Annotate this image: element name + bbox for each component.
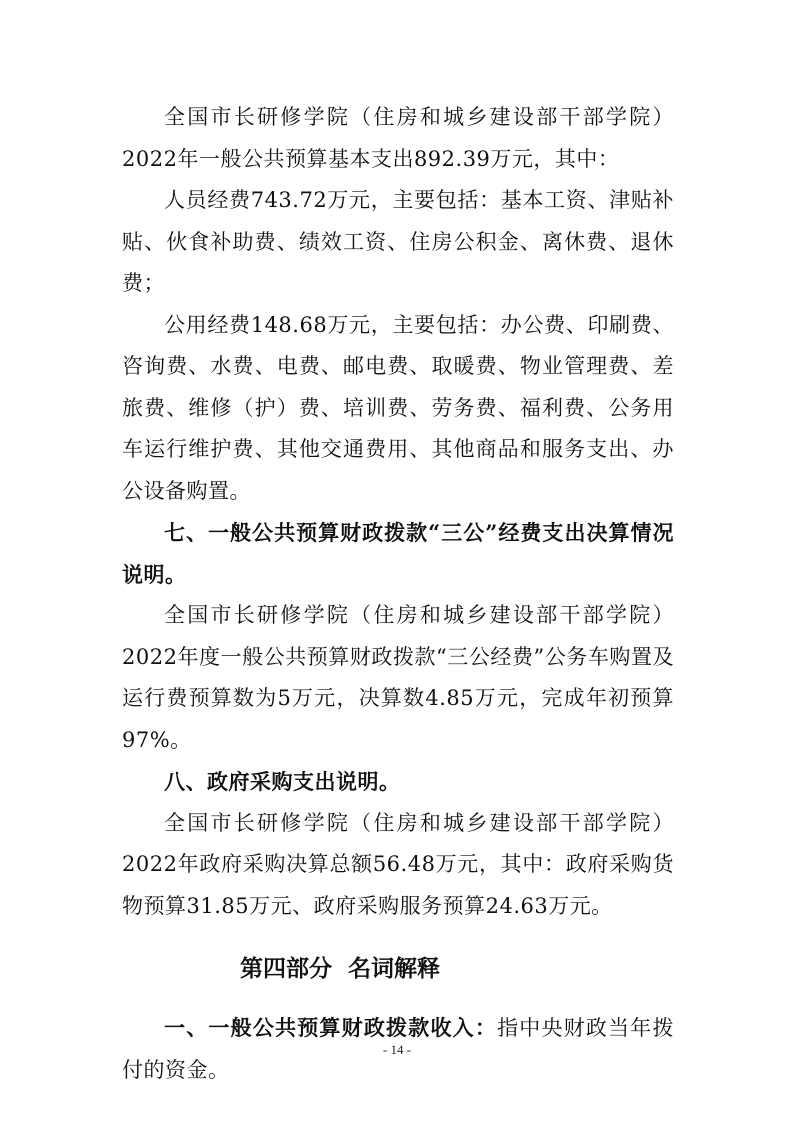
definition-text: 指中央财政当年拨付的资金。 xyxy=(122,1016,675,1082)
paragraph-government-procurement: 全国市长研修学院（住房和城乡建设部干部学院）2022年政府采购决算总额56.48万元，其中：政府采购货物预算31.85万元、政府采购服务预算24.63万元。 xyxy=(122,810,674,918)
section-title: 第四部分 名词解释 xyxy=(240,956,441,982)
paragraph-three-public-expenses: 全国市长研修学院（住房和城乡建设部干部学院）2022年度一般公共预算财政拨款“三公经费”公务车购置及运行费预算数为5万元，决算数4.85万元，完成年初预算97%。 xyxy=(122,603,674,752)
paragraph-public-expenses: 公用经费148.68万元，主要包括：办公费、印刷费、咨询费、水费、电费、邮电费、取暖费、物业管理费、差旅费、维修（护）费、培训费、劳务费、福利费、公务用车运行维护费、其他交通费用、其他商品和服务支出、办公设备购置。 xyxy=(122,312,674,503)
page-number: - 14 - xyxy=(382,1042,412,1057)
heading-three-public-expenses: 七、一般公共预算财政拨款“三公”经费支出决算情况说明。 xyxy=(122,520,674,587)
paragraph-basic-expenditure: 全国市长研修学院（住房和城乡建设部干部学院）2022年一般公共预算基本支出892.39万元，其中： xyxy=(122,105,674,171)
definition-term: 一、一般公共预算财政拨款收入： xyxy=(164,1015,498,1040)
document-body xyxy=(122,97,674,1091)
paragraph-personnel-expenses: 人员经费743.72万元，主要包括：基本工资、津贴补贴、伙食补助费、绩效工资、住房公积金、离休费、退休费； xyxy=(122,188,674,295)
heading-government-procurement: 八、政府采购支出说明。 xyxy=(164,769,401,794)
